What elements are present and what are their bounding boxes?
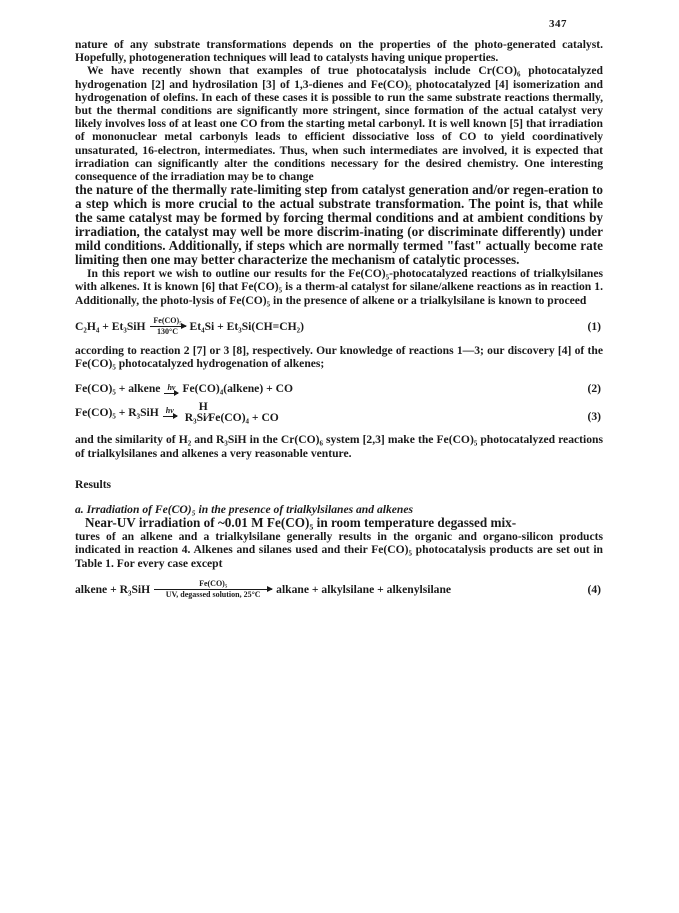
eq3-hydride: H [198,400,208,414]
eq1-catalyst: Fe(CO)₅ [153,315,182,325]
eq1-condition: 130°C [157,326,178,336]
paragraph: Near-UV irradiation of ~0.01 M Fe(CO)₅ in room temperature degassed mix- [85,515,517,531]
paragraph: the nature of the thermally rate-limiting step from catalyst generation and/or regen-eration to a step which is more crucial to the actual substrate transformation. The point is, that while the same catalyst may be formed by forcing thermal conditions and at ambient conditions by irradiation, the catalyst may well be more discrim-inating (or discriminate differently) under mild conditions. Additionally, if steps which are normally termed "fast" actually become rate limiting then one may better characterize the mechanism of catalytic processes. [75,182,603,268]
paragraph: according to reaction 2 [7] or 3 [8], respectively. Our knowledge of reactions 1—3; our discovery [4] of the Fe(CO)₅ photocatalyzed hydrogenation of alkenes; [75,343,603,371]
eq2-light: hν [167,382,176,392]
paragraph: and the similarity of H₂ and R₃SiH in the Cr(CO)₆ system [2,3] make the Fe(CO)₅ photocatalyzed reactions of trialkylsilanes and alkenes a very reasonable venture. [75,433,603,460]
eq2-products: Fe(CO)₄(alkene) + CO [182,382,293,396]
paragraph: In this report we wish to outline our results for the Fe(CO)₅-photocatalyzed reactions of trialkylsilanes with alkenes. It is known [6] that Fe(CO)₅ is a therm-al catalyst for silane/alkene reactions as in reaction 1. Additionally, the photo-lysis of Fe(CO)₅ in the presence of alkene or a trialkylsilane is known to proceed [75,267,603,307]
reaction-arrow [163,407,177,417]
eq4-products: alkane + alkylsilane + alkenylsilane [276,582,452,596]
page-number: 347 [549,18,567,30]
eq3-products [185,401,279,423]
eq4-condition: UV, degassed solution, 25°C [165,589,261,599]
section-heading: Results [75,477,112,491]
eq1-number: (1) [587,319,601,333]
reaction-arrow [150,317,186,336]
paragraph: tures of an alkene and a trialkylsilane generally results in the organic and organo-silicon products indicated in reaction 4. Alkenes and silanes used and their Fe(CO)₅ photocatalysis products are set out in Table 1. For every case except [75,530,603,570]
eq3-number: (3) [587,410,601,424]
eq3-complex: R₃Si⁄Fe(CO)₄ + CO [184,411,279,425]
eq4-catalyst: Fe(CO)₅ [199,578,228,588]
eq4-number: (4) [587,582,601,596]
subsection-heading: a. Irradiation of Fe(CO)₅ in the presence of trialkylsilanes and alkenes [75,503,414,517]
equation-3 [75,401,603,423]
paragraph: nature of any substrate transformations depends on the properties of the photo-generated catalyst. Hopefully, photogeneration techniques will lead to catalysts having unique properties. [75,38,603,65]
eq2-reactants: Fe(CO)₅ + alkene [75,382,161,396]
reaction-arrow [154,580,272,599]
eq1-reactants: C₂H₄ + Et₃SiH [75,319,146,333]
eq4-reactants: alkene + R₃SiH [75,582,151,596]
reaction-arrow [164,384,178,394]
equation-2 [75,382,603,395]
equation-1 [75,317,603,336]
eq3-reactants: Fe(CO)₅ + R₃SiH [75,405,159,419]
page-body [75,38,603,599]
paragraph: We have recently shown that examples of true photocatalysis include Cr(CO)₆ photocatalyzed hydrogenation [2] and hydrosilation [3] of 1,3-dienes and Fe(CO)₅ photocatalyzed [4] isomerization and hydrogenation of olefins. In each of these cases it is possible to run the same substrate reactions thermally, but the thermal conditions are significantly more stringent, since formation of the actual catalyst very likely involves loss of at least one CO from the starting metal carbonyl. It is well known [5] that irradiation of mononuclear metal carbonyls leads to efficient dissociative loss of CO to yield coordinatively unsaturated, 16-electron, intermediates. Thus, when such intermediates are involved, it is expected that irradiation can significantly alter the conditions necessary for the desired chemistry. One interesting consequence of the irradiation may be to change [75,64,603,184]
equation-4 [75,580,603,599]
eq1-products: Et₄Si + Et₃Si(CH=CH₂) [189,319,304,333]
eq3-light: hν [165,406,174,416]
eq2-number: (2) [587,382,601,396]
